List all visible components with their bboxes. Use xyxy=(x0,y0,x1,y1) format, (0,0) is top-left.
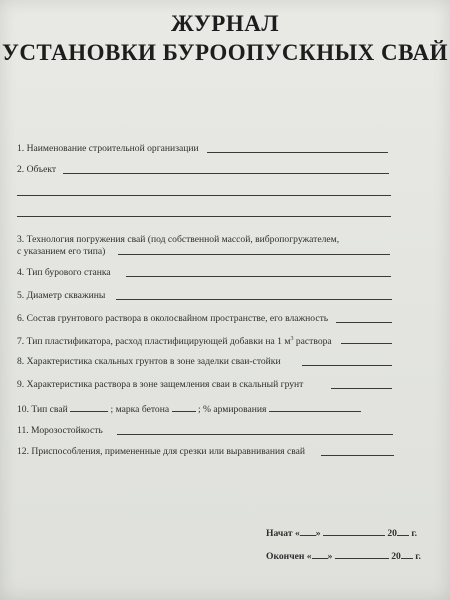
ended-year-suffix: г. xyxy=(415,551,421,562)
item-7-label xyxy=(17,333,332,348)
ended-quote-close: » xyxy=(327,551,333,562)
ended-year-field[interactable] xyxy=(401,549,413,559)
started-day-field[interactable] xyxy=(300,526,316,536)
ended-year-prefix: 20 xyxy=(391,551,401,562)
item-6-field[interactable] xyxy=(336,322,392,323)
item-4-label: 4. Тип бурового станка xyxy=(17,267,111,278)
started-date xyxy=(266,526,417,540)
item-11-label: 11. Морозостойкость xyxy=(17,425,103,436)
item-3-label-cont: с указанием его типа) xyxy=(17,246,106,257)
item-9-field[interactable] xyxy=(331,388,392,389)
item-6-label: 6. Состав грунтового раствора в околосвайном пространстве, его влажность xyxy=(17,313,329,324)
item-10-pile-type-label: 10. Тип свай xyxy=(17,404,68,415)
started-year-field[interactable] xyxy=(397,526,409,536)
item-12-label: 12. Приспособления, примененные для срезки или выравнивания свай xyxy=(17,446,306,457)
ended-day-field[interactable] xyxy=(312,549,328,559)
item-2-field-line-2[interactable] xyxy=(17,195,391,196)
item-11-field[interactable] xyxy=(117,434,393,435)
started-label: Начат « xyxy=(266,528,300,539)
item-9-label: 9. Характеристика раствора в зоне защемления сваи в скальный грунт xyxy=(17,379,304,390)
ended-label: Окончен « xyxy=(266,551,312,562)
item-10-concrete-grade-field[interactable] xyxy=(172,402,196,412)
item-8-label: 8. Характеристика скальных грунтов в зоне заделки сваи-стойки xyxy=(17,356,281,367)
document-title: ЖУРНАЛ xyxy=(171,11,279,36)
item-5-field[interactable] xyxy=(116,299,392,300)
item-10-reinforcement-label: ; % армирования xyxy=(197,404,267,415)
item-2-label: 2. Объект xyxy=(17,164,57,175)
item-3-field[interactable] xyxy=(118,254,390,255)
item-4-field[interactable] xyxy=(126,276,391,277)
item-5-label: 5. Диаметр скважины xyxy=(17,290,106,301)
item-10-reinforcement-field[interactable] xyxy=(269,402,361,412)
started-month-field[interactable] xyxy=(323,526,385,536)
item-7-text: 7. Тип пластификатора, расход пластифицирующей добавки на 1 м xyxy=(17,336,291,348)
item-1-label: 1. Наименование строительной организации xyxy=(17,143,199,154)
item-3-label: 3. Технология погружения свай (под собственной массой, вибропогружателем, xyxy=(17,234,340,245)
item-2-field-line-3[interactable] xyxy=(17,216,391,217)
started-quote-close: » xyxy=(315,528,321,539)
item-7-superscript: 3 xyxy=(290,336,294,342)
item-8-field[interactable] xyxy=(302,365,392,366)
started-year-suffix: г. xyxy=(411,528,418,539)
item-10-pile-type-field[interactable] xyxy=(70,402,108,412)
item-7-field[interactable] xyxy=(341,343,392,344)
item-10-concrete-grade-label: ; марка бетона xyxy=(110,404,170,415)
ended-date xyxy=(266,549,421,563)
item-2-field[interactable] xyxy=(63,173,389,174)
item-12-field[interactable] xyxy=(321,455,394,456)
item-7-text-end: раствора xyxy=(293,336,332,348)
item-1-field[interactable] xyxy=(207,152,388,153)
item-10-label xyxy=(17,402,361,416)
ended-month-field[interactable] xyxy=(335,549,389,559)
document-subtitle: УСТАНОВКИ БУРООПУСКНЫХ СВАЙ xyxy=(1,40,449,65)
started-year-prefix: 20 xyxy=(387,528,397,539)
